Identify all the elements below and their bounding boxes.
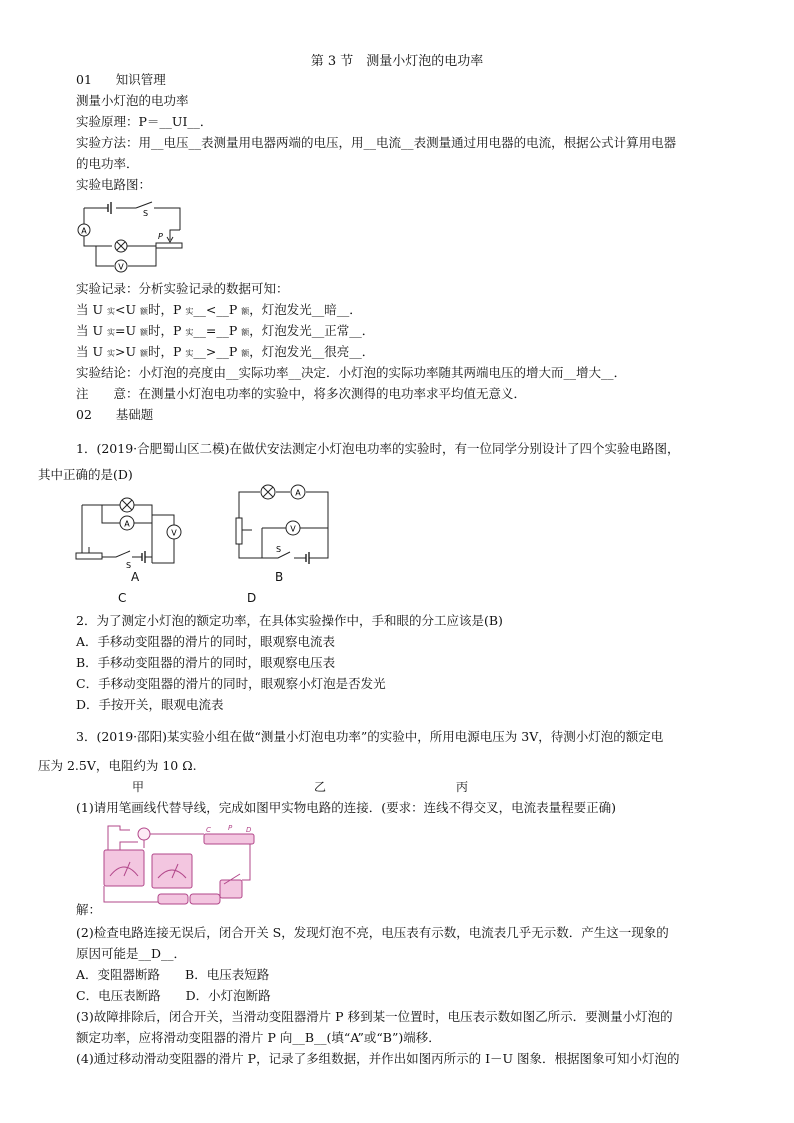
- method-answer-current: __电流__: [363, 135, 414, 150]
- q2-option-d: D．手按开关，眼观电流表: [76, 697, 224, 712]
- q2-stem: 2．为了测定小灯泡的额定功率，在具体实验操作中，手和眼的分工应该是(B): [76, 613, 503, 628]
- voltmeter-label: V: [171, 528, 177, 538]
- figure-label-jia: 甲: [132, 780, 145, 794]
- q3-physical-circuit-illustration: [100, 822, 260, 912]
- experiment-circuit-diagram: [72, 194, 187, 276]
- switch-label: S: [276, 545, 282, 554]
- ammeter-label: A: [81, 226, 87, 236]
- photo-label-c: C: [206, 826, 211, 834]
- q3-stem-line-1: 3．(2019·邵阳)某实验小组在做“测量小灯泡电功率”的实验中，所用电源电压为 3V，待测小灯泡的额定电: [76, 729, 664, 744]
- q3-part-3-answer: __B__: [292, 1030, 327, 1045]
- voltmeter-label: V: [290, 524, 296, 534]
- q3-part-3-line-1: (3)故障排除后，闭合开关，当滑动变阻器滑片 P 移到某一位置时，电压表示数如图乙所示．要测量小灯泡的: [76, 1009, 673, 1024]
- method-text-e: 表测量通过用电器的电流，根据公式计算用电器: [413, 135, 677, 150]
- section-header-knowledge: [76, 71, 166, 89]
- q1-label-a: A: [131, 570, 140, 584]
- section-number: 01: [76, 72, 92, 87]
- q1-label-d: D: [247, 591, 257, 605]
- q3-part-2-line-2: 原因可能是__D__．: [76, 946, 187, 961]
- q3-part-2-line-1: (2)检查电路连接无误后，闭合开关 S，发现灯泡不亮，电压表有示数，电流表几乎无示数．产生这一现象的: [76, 925, 669, 940]
- principle-text: 实验原理：P＝: [76, 114, 160, 129]
- q3-stem-line-2: 压为 2.5V，电阻约为 10 Ω.: [38, 758, 197, 773]
- q3-part-2-answer: __D__: [138, 946, 174, 961]
- section-name: 基础题: [115, 407, 154, 422]
- case-brightness-answer: __暗__: [311, 302, 350, 317]
- case-line-3: 当 U 实>U 额时，P 实__>__P 额，灯泡发光__很亮__．: [76, 344, 375, 359]
- method-line-1: [76, 134, 676, 152]
- method-text-c: 表测量用电器两端的电压，用: [201, 135, 364, 150]
- method-answer-voltage: __电压__: [151, 135, 202, 150]
- slider-label: P: [158, 232, 163, 241]
- circuit-caption: 实验电路图：: [76, 177, 152, 192]
- q2-option-a: A．手移动变阻器的滑片的同时，眼观察电流表: [76, 634, 336, 649]
- figure-label-yi: 乙: [314, 780, 327, 794]
- conclusion-line: 实验结论：小灯泡的亮度由__实际功率__决定．小灯泡的实际功率随其两端电压的增大而__增大__．: [76, 365, 627, 380]
- case-line-1: 当 U 实<U 额时，P 实__<__P 额，灯泡发光__暗__．: [76, 302, 362, 317]
- section-name: 知识管理: [115, 72, 166, 87]
- case-brightness-answer: __正常__: [311, 323, 362, 338]
- case-answer: __<__: [193, 302, 229, 317]
- method-text-a: 实验方法：用: [76, 135, 152, 150]
- q3-options-row-1: A．变阻器断路 B．电压表短路: [76, 967, 270, 982]
- case-answer: __>__: [193, 344, 229, 359]
- conclusion-answer-1: __实际功率__: [226, 365, 302, 380]
- q2-option-c: C．手移动变阻器的滑片的同时，眼观察小灯泡是否发光: [76, 676, 386, 691]
- q3-options-row-2: C．电压表断路 D．小灯泡断路: [76, 988, 271, 1003]
- method-line-2: 的电功率．: [76, 156, 139, 171]
- q3-solution-label: 解：: [76, 902, 102, 917]
- principle-answer: __UI__: [159, 114, 200, 129]
- ammeter-label: A: [124, 519, 130, 529]
- case-line-2: 当 U 实=U 额时，P 实__=__P 额，灯泡发光__正常__．: [76, 323, 375, 338]
- section-number: 02: [76, 407, 92, 422]
- q3-part-4-line-1: (4)通过移动滑动变阻器的滑片 P，记录了多组数据，并作出如图丙所示的 I－U 图象．根据图象可知小灯泡的: [76, 1051, 680, 1066]
- figure-label-bing: 丙: [456, 780, 469, 794]
- switch-label: S: [126, 561, 132, 570]
- photo-label-p: P: [228, 824, 233, 832]
- record-line: 实验记录：分析实验记录的数据可知：: [76, 281, 289, 296]
- section-header-basic: [76, 406, 153, 424]
- ammeter-label: A: [295, 488, 301, 498]
- conclusion-answer-2: __增大__: [563, 365, 614, 380]
- page-title: 第 3 节 测量小灯泡的电功率: [310, 54, 484, 69]
- principle-end: ．: [199, 114, 213, 129]
- q1-label-b: B: [275, 570, 284, 584]
- q2-option-b: B．手移动变阻器的滑片的同时，眼观察电压表: [76, 655, 336, 670]
- photo-label-d: D: [246, 826, 252, 834]
- q3-part-1: (1)请用笔画线代替导线，完成如图甲实物电路的连接．(要求：连线不得交叉，电流表量程要正确): [76, 800, 616, 815]
- q1-circuit-a: [74, 485, 186, 570]
- topic-line: 测量小灯泡的电功率: [76, 93, 189, 108]
- case-answer: __=__: [193, 323, 229, 338]
- note-line: 注 意：在测量小灯泡电功率的实验中，将多次测得的电功率求平均值无意义．: [76, 386, 527, 401]
- case-brightness-answer: __很亮__: [311, 344, 362, 359]
- q1-stem-line-2: 其中正确的是(D): [38, 467, 133, 482]
- voltmeter-label: V: [118, 262, 124, 272]
- principle-line: [76, 113, 212, 131]
- q1-stem-line-1: 1．(2019·合肥蜀山区二模)在做伏安法测定小灯泡电功率的实验时，有一位同学分别设计了四个实验电路图，: [76, 441, 680, 456]
- q1-circuit-b: [232, 482, 336, 567]
- q3-part-3-line-2: 额定功率，应将滑动变阻器的滑片 P 向__B__(填“A”或“B”)端移．: [76, 1030, 441, 1045]
- q1-label-c: C: [118, 591, 127, 605]
- switch-label: S: [143, 209, 149, 218]
